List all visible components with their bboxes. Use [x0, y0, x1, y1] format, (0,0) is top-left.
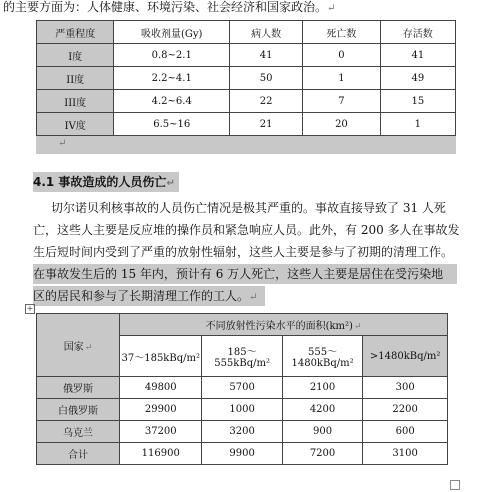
paragraph-text: 区的居民和参与了长期清理工作的工人。: [33, 289, 250, 303]
table-header-row: [37, 21, 456, 44]
header-cell: 吸收剂量(Gy): [114, 21, 230, 44]
table-cell: 0: [303, 44, 380, 67]
table-cell: 乌克兰: [37, 421, 120, 443]
table-move-handle-icon[interactable]: +: [26, 304, 34, 313]
paragraph-mark-icon: ↵: [327, 3, 336, 14]
table-resize-handle-icon[interactable]: [450, 480, 460, 490]
section-title-text: 4.1 事故造成的人员伤亡: [33, 175, 167, 189]
highlight-strip: [36, 136, 456, 154]
intro-line: [3, 0, 335, 17]
table-row: [37, 399, 448, 421]
table-cell: 9900: [202, 443, 282, 465]
table-cell: 116900: [120, 443, 202, 465]
table-cell: 合计: [37, 443, 120, 465]
header-cell: 病人数: [230, 21, 303, 44]
table-cell: 49: [380, 67, 455, 90]
table-cell: 29900: [120, 399, 202, 421]
table-cell: II度: [37, 67, 114, 90]
table-cell: 2200: [363, 399, 448, 421]
table-cell: 20: [303, 113, 380, 136]
table-cell: 5700: [202, 377, 282, 399]
paragraph-mark-icon: ↵: [58, 138, 67, 149]
paragraph-line: [33, 264, 457, 284]
table-row: [37, 67, 456, 90]
table-cell: 2.2~4.1: [114, 67, 230, 90]
table-row: [37, 377, 448, 399]
paragraph-line: [33, 286, 265, 306]
subheader-cell: 37～185kBq/m²: [120, 336, 202, 377]
table-cell: 俄罗斯: [37, 377, 120, 399]
paragraph-mark-icon: ↵: [249, 292, 258, 303]
table-cell: 1: [380, 113, 455, 136]
table-cell: 1: [303, 67, 380, 90]
table-cell: I度: [37, 44, 114, 67]
paragraph-text: 生后短时间内受到了严重的放射性辐射，这些人主要是参与了初期的清理工作。: [33, 245, 454, 259]
table-cell: 300: [363, 377, 448, 399]
table-cell: 37200: [120, 421, 202, 443]
table-cell: III度: [37, 90, 114, 113]
intro-text: 的主要方面为：人体健康、环境污染、社会经济和国家政治。: [3, 0, 328, 14]
section-title: [33, 172, 179, 192]
table-row: [37, 113, 456, 136]
table-cell: 7: [303, 90, 380, 113]
table-cell: 白俄罗斯: [37, 399, 120, 421]
table-cell: 3200: [202, 421, 282, 443]
table-row: [37, 443, 448, 465]
paragraph-text: 亡，这些人主要是反应堆的操作员和紧急响应人员。此外，有 200 多人在事故发: [33, 223, 460, 237]
table-row: [37, 421, 448, 443]
severity-table: [36, 20, 456, 136]
table-cell: 21: [230, 113, 303, 136]
table-cell: 1000: [202, 399, 282, 421]
paragraph-line: [51, 198, 446, 218]
table-cell: 6.5~16: [114, 113, 230, 136]
table-cell: 900: [282, 421, 363, 443]
table-cell: 41: [380, 44, 455, 67]
table-cell: IV度: [37, 113, 114, 136]
table-row: [37, 90, 456, 113]
subheader-cell: 555～ 1480kBq/m²: [282, 336, 363, 377]
table-cell: 49800: [120, 377, 202, 399]
table-header-row: [37, 314, 448, 336]
paragraph-text: 切尔诺贝利核事故的人员伤亡情况是极其严重的。事故直接导致了 31 人死: [51, 201, 446, 215]
table-cell: 4.2~6.4: [114, 90, 230, 113]
group-header-cell: 不同放射性污染水平的面积(km²)↵: [120, 314, 448, 336]
table-cell: 3100: [363, 443, 448, 465]
paragraph-mark-icon: ↵: [166, 178, 175, 189]
header-cell: 死亡数: [303, 21, 380, 44]
table-cell: 7200: [282, 443, 363, 465]
paragraph-line: [33, 242, 453, 262]
header-cell: 国家↵: [37, 314, 120, 377]
table-cell: 600: [363, 421, 448, 443]
table-cell: 0.8~2.1: [114, 44, 230, 67]
header-cell: 严重程度: [37, 21, 114, 44]
paragraph-line: [33, 220, 460, 240]
table-cell: 15: [380, 90, 455, 113]
table-cell: 4200: [282, 399, 363, 421]
table-cell: 50: [230, 67, 303, 90]
paragraph-text: 在事故发生后的 15 年内，预计有 6 万人死亡，这些人主要是居住在受污染地: [33, 267, 444, 281]
table-row: [37, 44, 456, 67]
table-cell: 41: [230, 44, 303, 67]
subheader-cell: 185～ 555kBq/m²: [202, 336, 282, 377]
contamination-table: [36, 313, 448, 465]
header-cell: 存活数: [380, 21, 455, 44]
table-cell: 2100: [282, 377, 363, 399]
table-cell: 22: [230, 90, 303, 113]
subheader-cell: >1480kBq/m²: [363, 336, 448, 377]
